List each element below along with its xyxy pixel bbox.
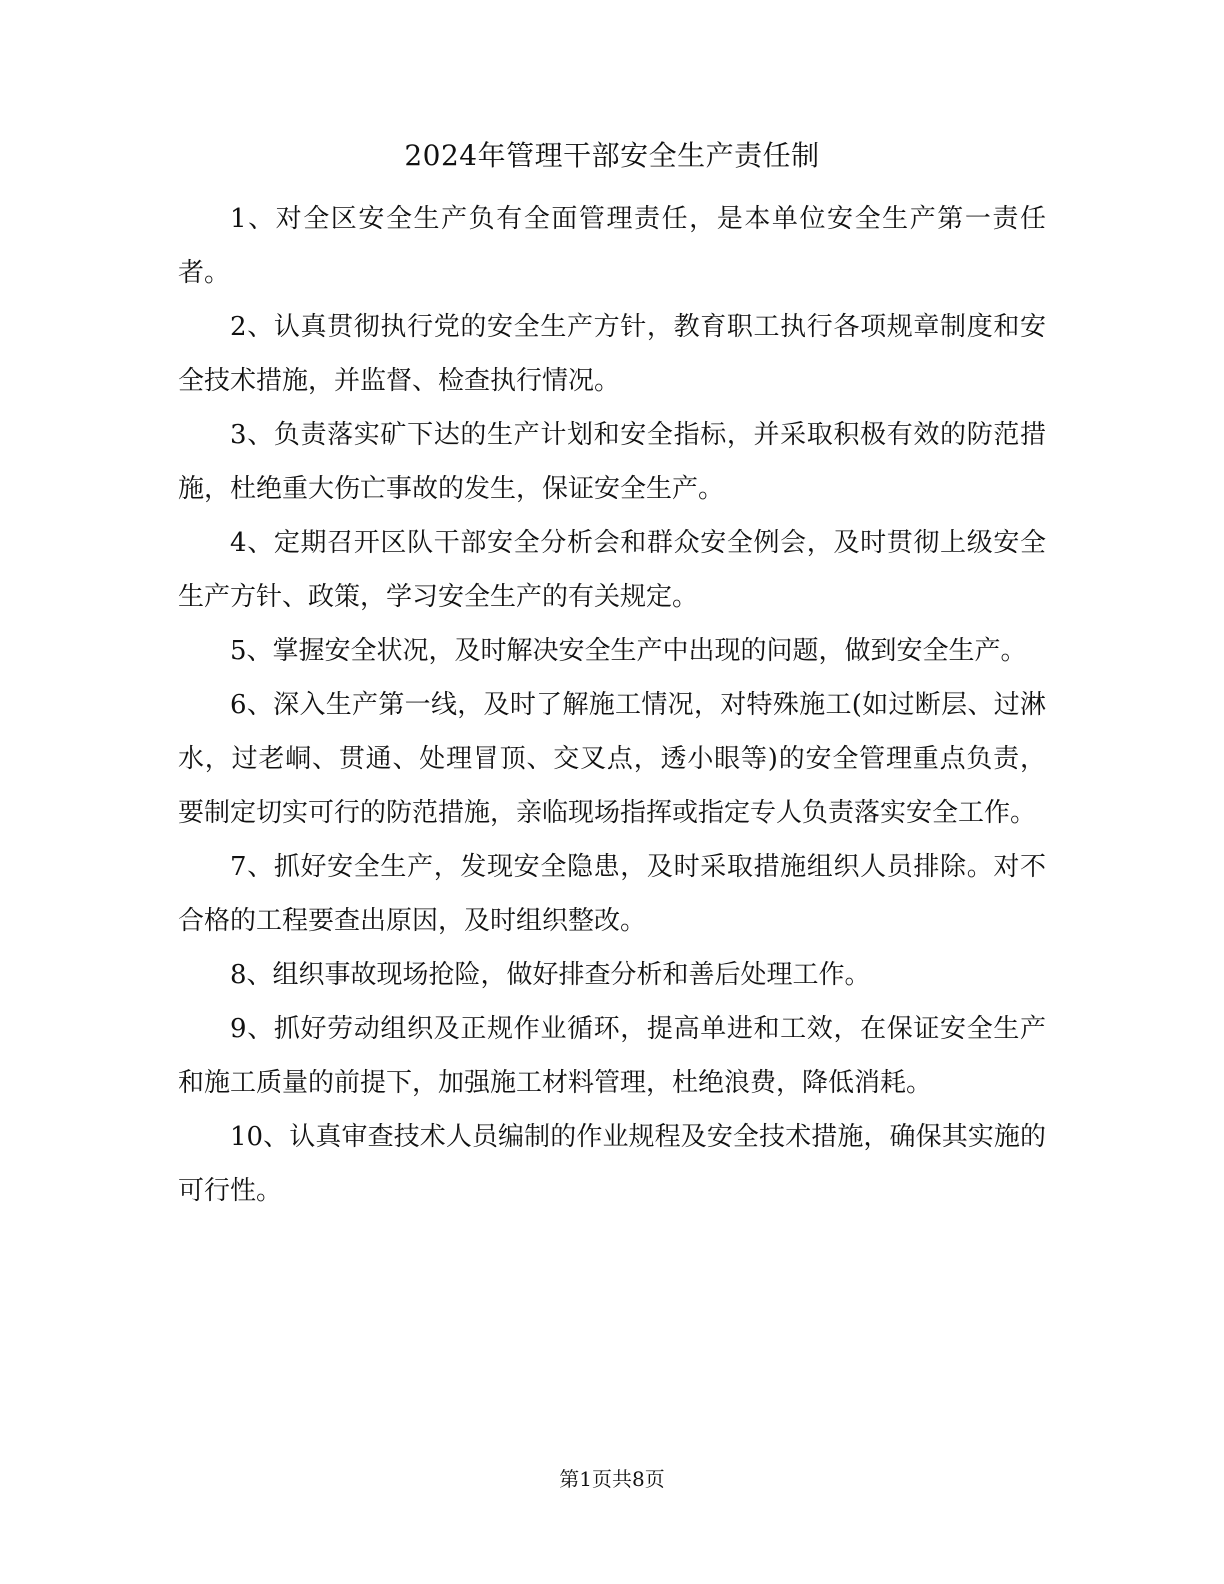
paragraph-6: 6、深入生产第一线，及时了解施工情况，对特殊施工(如过断层、过淋水，过老峒、贯通、处理冒顶、交叉点，透小眼等)的安全管理重点负责，要制定切实可行的防范措施，亲临现场指挥或指定专人负责落实安全工作。 (178, 690, 1046, 828)
paragraph-8: 8、组织事故现场抢险，做好排查分析和善后处理工作。 (230, 960, 871, 990)
paragraph-2: 2、认真贯彻执行党的安全生产方针，教育职工执行各项规章制度和安全技术措施，并监督、检查执行情况。 (178, 312, 1046, 396)
paragraph-10: 10、认真审查技术人员编制的作业规程及安全技术措施，确保其实施的可行性。 (178, 1122, 1046, 1206)
paragraph-9: 9、抓好劳动组织及正规作业循环，提高单进和工效，在保证安全生产和施工质量的前提下，加强施工材料管理，杜绝浪费，降低消耗。 (178, 1014, 1046, 1098)
paragraph-5: 5、掌握安全状况，及时解决安全生产中出现的问题，做到安全生产。 (230, 636, 1027, 666)
document-body (178, 192, 1046, 1218)
paragraph-7: 7、抓好安全生产，发现安全隐患，及时采取措施组织人员排除。对不合格的工程要查出原因，及时组织整改。 (178, 852, 1046, 936)
paragraph-4: 4、定期召开区队干部安全分析会和群众安全例会，及时贯彻上级安全生产方针、政策，学习安全生产的有关规定。 (178, 528, 1046, 612)
page-number-footer: 第1页共8页 (559, 1467, 665, 1491)
paragraph-3: 3、负责落实矿下达的生产计划和安全指标，并采取积极有效的防范措施，杜绝重大伤亡事故的发生，保证安全生产。 (178, 420, 1046, 504)
document-title: 2024年管理干部安全生产责任制 (404, 139, 820, 172)
paragraph-1: 1、对全区安全生产负有全面管理责任，是本单位安全生产第一责任者。 (178, 204, 1046, 288)
